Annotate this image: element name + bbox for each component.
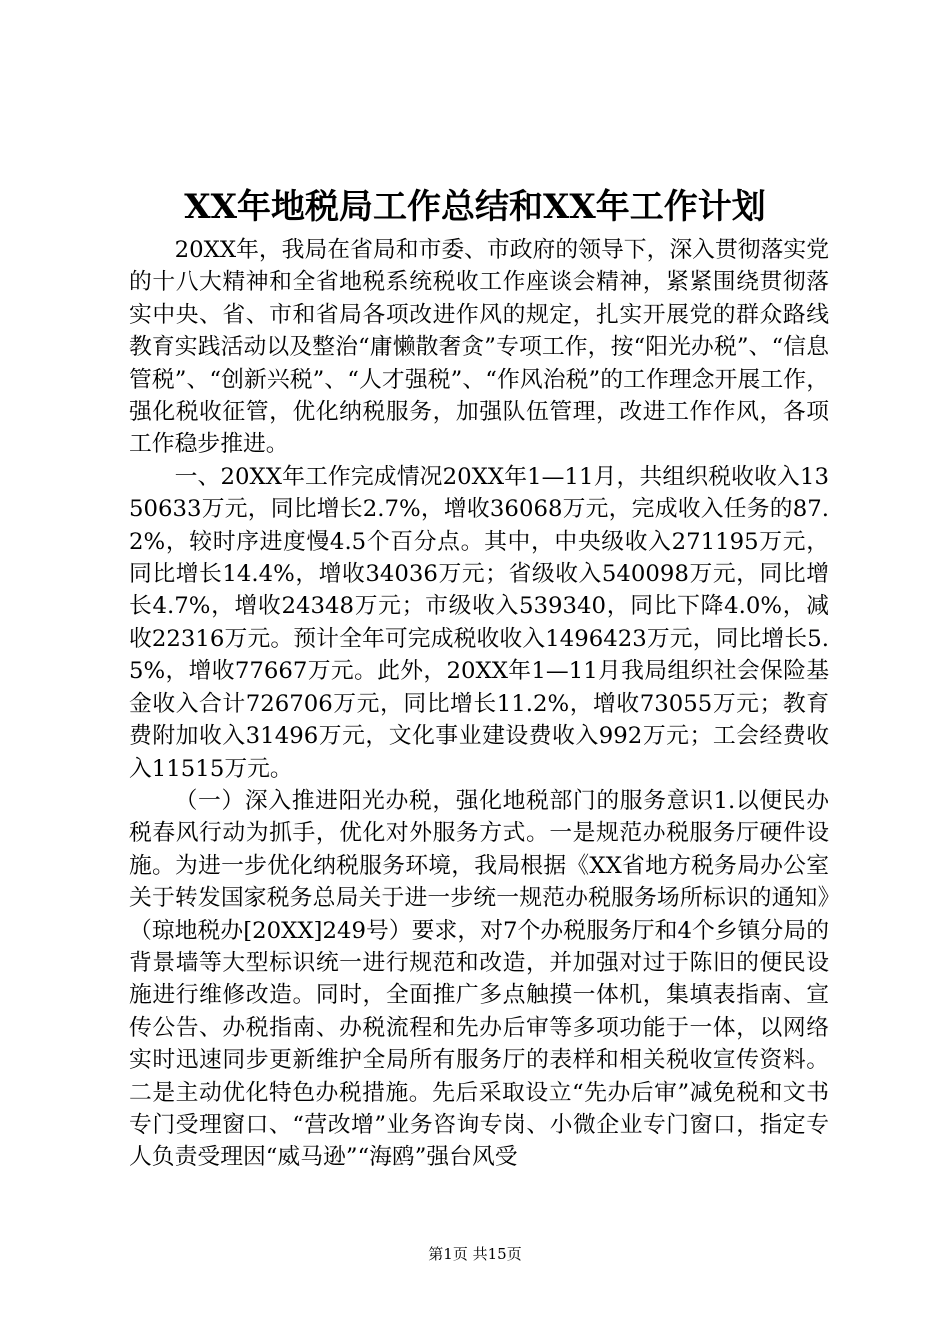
document-body [129,234,829,1174]
document-title: XX年地税局工作总结和XX年工作计划 [184,187,766,227]
paragraph-intro: 20XX年，我局在省局和市委、市政府的领导下，深入贯彻落实党的十八大精神和全省地税系统税收工作座谈会精神，紧紧围绕贯彻落实中央、省、市和省局各项改进作风的规定，扎实开展党的群众路线教育实践活动以及整治“庸懒散奢贪”专项工作，按“阳光办税”、“信息管税”、“创新兴税”、“人才强税”、“作风治税”的工作理念开展工作，强化税收征管，优化纳税服务，加强队伍管理，改进工作作风，各项工作稳步推进。 [129,237,829,458]
page-footer: 第1页 共15页 [428,1245,522,1263]
paragraph-section-1: 一、20XX年工作完成情况20XX年1—11月，共组织税收收入1350633万元，同比增长2.7%，增收36068万元，完成收入任务的87.2%，较时序进度慢4.5个百分点。其中，中央级收入271195万元，同比增长14.4%，增收34036万元；省级收入540098万元，同比增长4.7%，增收24348万元；市级收入539340，同比下降4.0%，减收22316万元。预计全年可完成税收收入1496423万元，同比增长5.5%，增收77667万元。此外，20XX年1—11月我局组织社会保险基金收入合计726706万元，同比增长11.2%，增收73055万元；教育费附加收入31496万元，文化事业建设费收入992万元；工会经费收入11515万元。 [129,463,829,782]
paragraph-subsection-1: （一）深入推进阳光办税，强化地税部门的服务意识1.以便民办税春风行动为抓手，优化对外服务方式。一是规范办税服务厅硬件设施。为进一步优化纳税服务环境，我局根据《XX省地方税务局办公室关于转发国家税务总局关于进一步统一规范办税服务场所标识的通知》（琼地税办[20XX]249号）要求，对7个办税服务厅和4个乡镇分局的背景墙等大型标识统一进行规范和改造，并加强对过于陈旧的便民设施进行维修改造。同时，全面推广多点触摸一体机，集填表指南、宣传公告、办税指南、办税流程和先办后审等多项功能于一体，以网络实时迅速同步更新维护全局所有服务厅的表样和相关税收宣传资料。二是主动优化特色办税措施。先后采取设立“先办后审”减免税和文书专门受理窗口、“营改增”业务咨询专岗、小微企业专门窗口，指定专人负责受理因“威马逊”“海鸥”强台风受 [129,787,829,1171]
